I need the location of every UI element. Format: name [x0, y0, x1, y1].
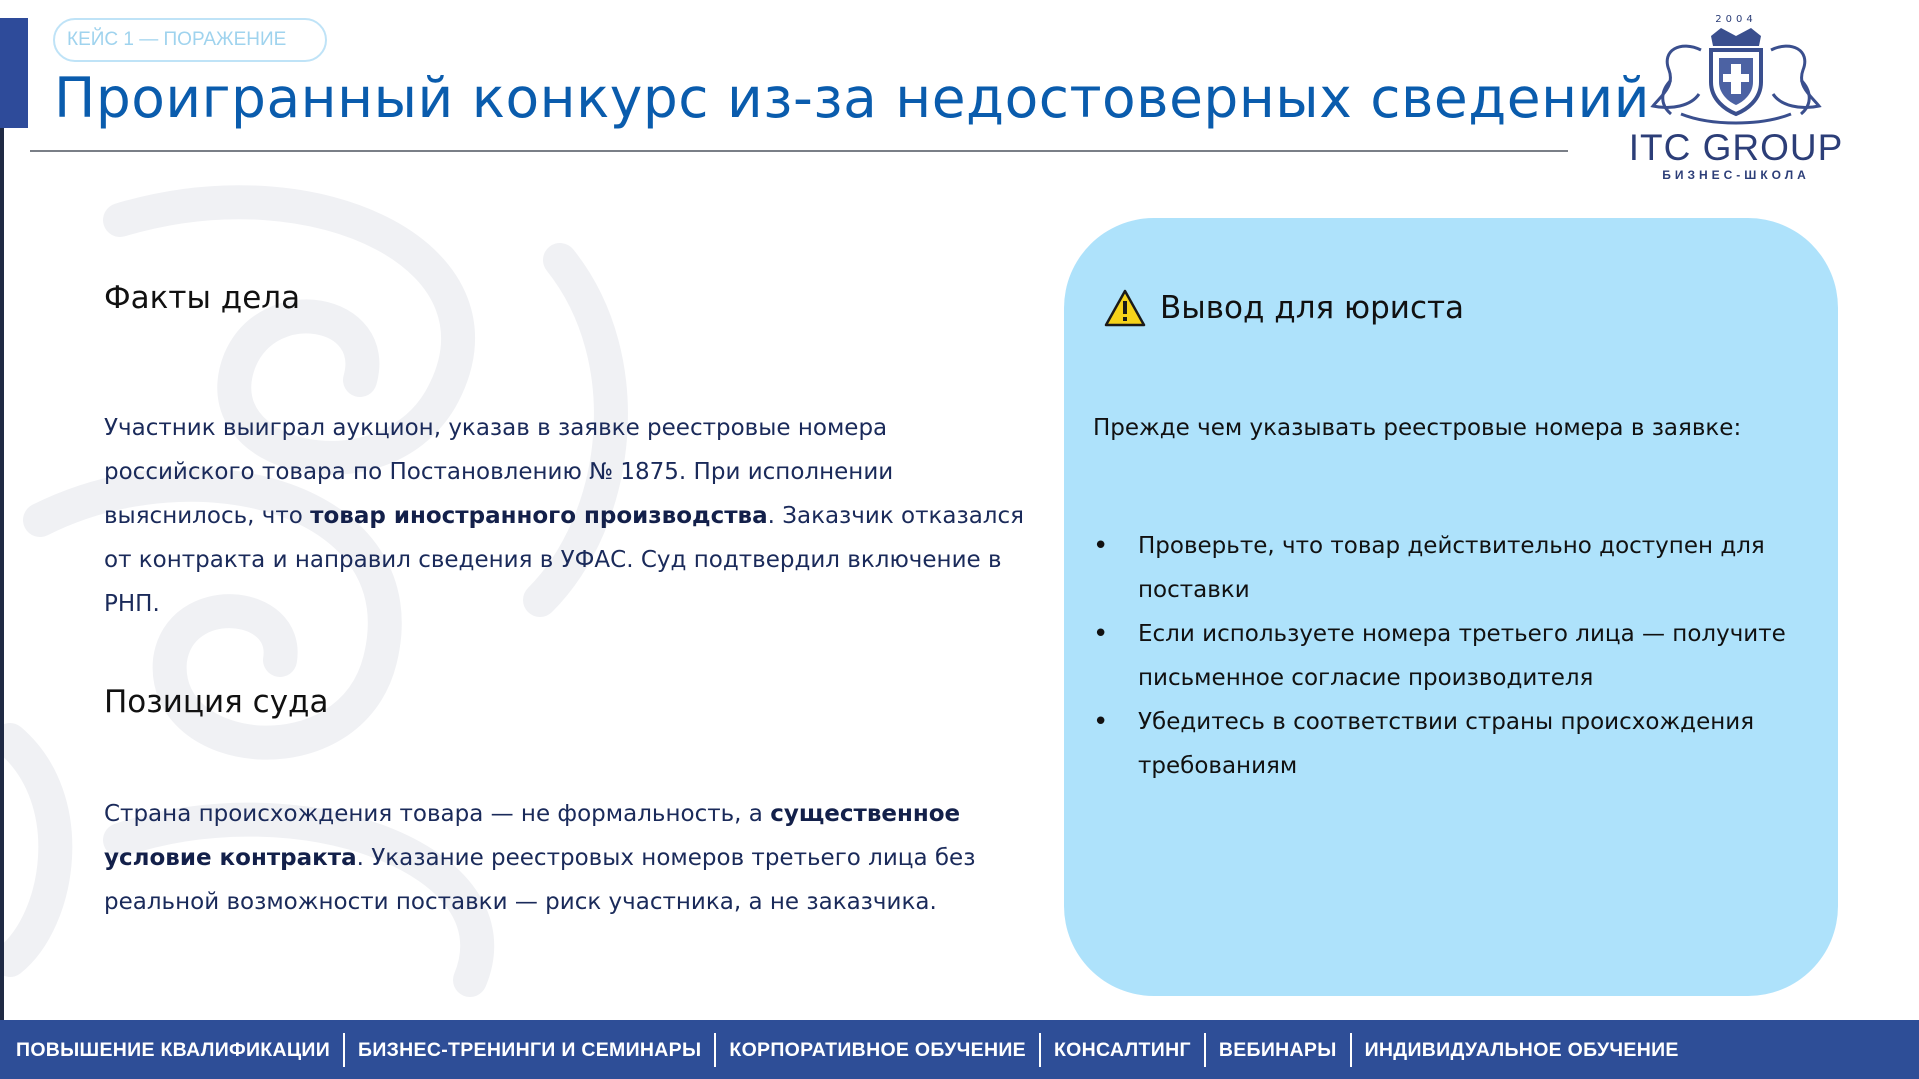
facts-heading: Факты дела [104, 280, 301, 316]
logo-name: ITC GROUP [1628, 127, 1844, 168]
list-item: • Убедитесь в соответствии страны происхождения требованиям [1093, 700, 1823, 788]
court-text-part2: . Указание реестровых номеров третьего лица без реальной возможности поставки — риск участника, а не заказчика. [104, 845, 976, 915]
footer-item-trainings[interactable]: БИЗНЕС-ТРЕНИНГИ И СЕМИНАРЫ [343, 1033, 714, 1067]
warning-icon [1104, 289, 1146, 327]
court-text-part1: Страна происхождения товара — не формальность, а [104, 801, 771, 827]
footer-item-consulting[interactable]: КОНСАЛТИНГ [1039, 1033, 1204, 1067]
footer-nav [0, 1020, 1919, 1079]
facts-text-part1: Участник выиграл аукцион, указав в заявке реестровые номера российского товара по Постановлению № 1875. При исполнении выяснилось, что [104, 415, 894, 529]
facts-text-part2: . Заказчик отказался от контракта и направил сведения в УФАС. Суд подтвердил включение в РНП. [104, 503, 1024, 617]
page-title: Проигранный конкурс из-за недостоверных сведений [54, 66, 1651, 130]
conclusion-intro: Прежде чем указывать реестровые номера в заявке: [1093, 415, 1742, 441]
conclusion-card [1064, 218, 1838, 996]
title-divider [30, 150, 1568, 152]
left-accent-bar [0, 18, 28, 128]
list-item: • Если используете номера третьего лица — получите письменное согласие производителя [1093, 612, 1823, 700]
conclusion-list [1093, 524, 1823, 788]
crest-icon [1641, 10, 1831, 128]
facts-text-bold: товар иностранного производства [310, 503, 768, 529]
logo-subtitle: БИЗНЕС-ШКОЛА [1662, 168, 1810, 182]
facts-text [104, 406, 1024, 626]
footer-item-individual[interactable]: ИНДИВИДУАЛЬНОЕ ОБУЧЕНИЕ [1350, 1033, 1692, 1067]
left-edge-line [0, 128, 4, 1020]
itc-group-logo [1596, 10, 1876, 195]
case-badge: КЕЙС 1 — ПОРАЖЕНИЕ [53, 18, 327, 62]
court-text-bold: существенное условие контракта [104, 801, 961, 871]
logo-year: 2004 [1715, 14, 1757, 25]
footer-item-qualification[interactable]: ПОВЫШЕНИЕ КВАЛИФИКАЦИИ [16, 1038, 331, 1061]
court-heading: Позиция суда [104, 684, 329, 720]
list-item: • Проверьте, что товар действительно доступен для поставки [1093, 524, 1823, 612]
conclusion-heading-row [1104, 288, 1464, 328]
footer-item-webinars[interactable]: ВЕБИНАРЫ [1204, 1033, 1350, 1067]
footer-item-corporate[interactable]: КОРПОРАТИВНОЕ ОБУЧЕНИЕ [714, 1033, 1039, 1067]
conclusion-heading: Вывод для юриста [1160, 290, 1465, 326]
court-text [104, 792, 1024, 924]
